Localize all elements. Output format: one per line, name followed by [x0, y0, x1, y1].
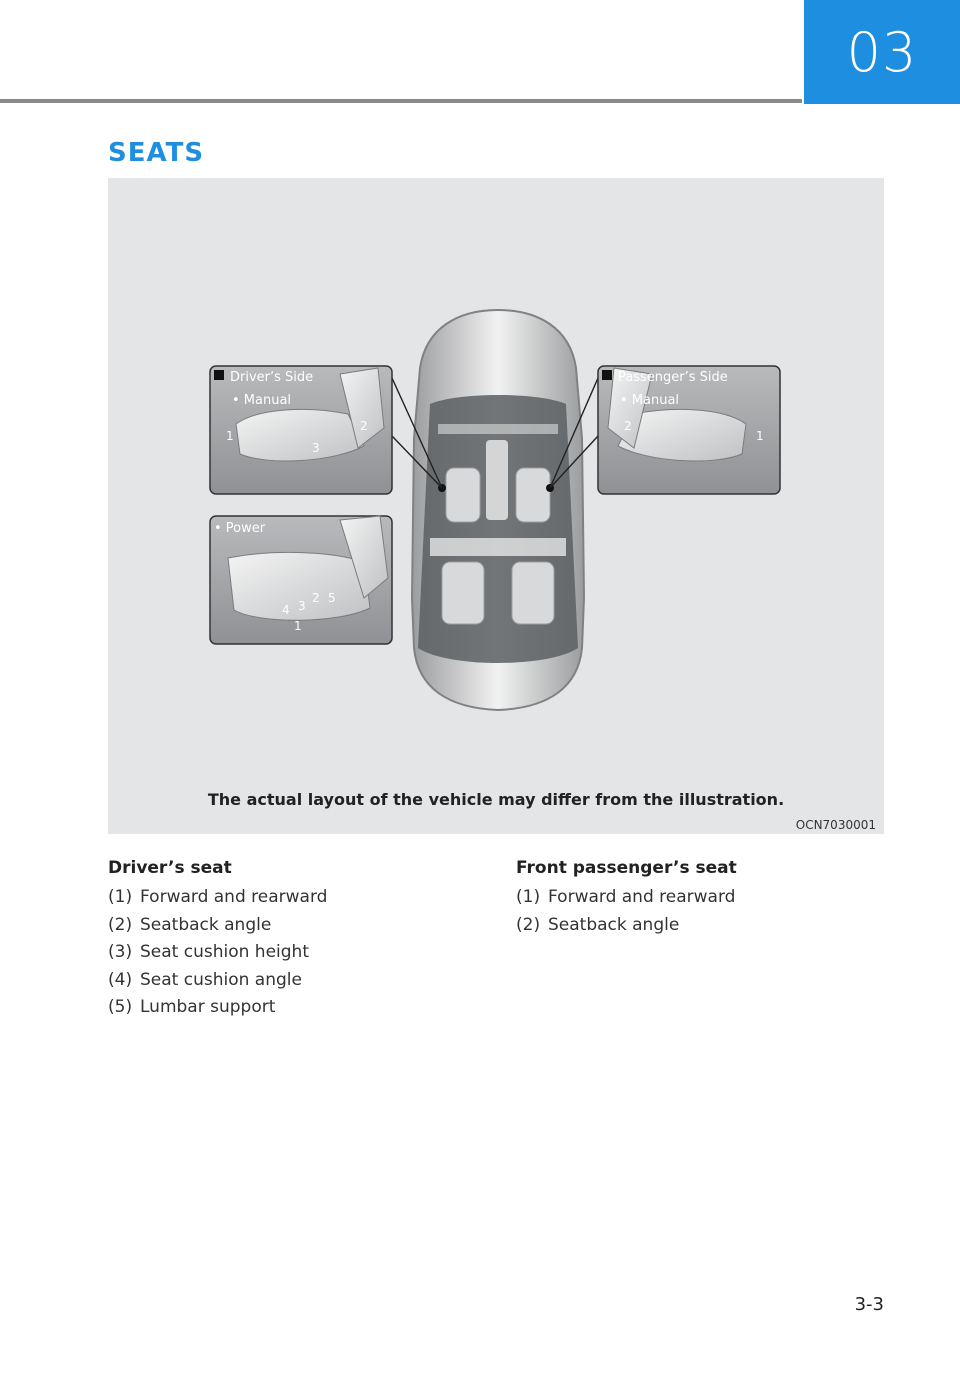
list-item: (4) Seat cushion angle	[108, 969, 302, 990]
section-title: SEATS	[108, 138, 205, 168]
passenger-seat-heading: Front passenger’s seat	[516, 858, 737, 878]
chapter-tab	[804, 0, 960, 104]
list-item: (3) Seat cushion height	[108, 942, 309, 962]
driver-manual-label: • Manual	[232, 393, 292, 408]
callout-label: 2	[624, 419, 632, 433]
page-number: 3-3	[854, 1294, 884, 1315]
callout-label: 2	[312, 591, 320, 605]
list-item: (2) Seatback angle	[108, 914, 272, 935]
vehicle-seat-diagram	[108, 178, 884, 834]
header-rule	[0, 99, 802, 103]
callout-label: 1	[756, 429, 764, 443]
driver-power-inset	[210, 516, 392, 644]
callout-label: 1	[294, 619, 302, 633]
list-item: (1) Forward and rearward	[108, 887, 328, 907]
callout-label: 3	[312, 441, 320, 455]
callout-label: 1	[226, 429, 234, 443]
driver-seat-heading: Driver’s seat	[108, 858, 232, 878]
driver-side-label: Driver’s Side	[230, 370, 314, 385]
list-item: (1) Forward and rearward	[516, 887, 736, 907]
figure-disclaimer: The actual layout of the vehicle may differ from the illustration.	[207, 790, 785, 809]
power-label: • Power	[214, 521, 266, 536]
passenger-side-label: Passenger’s Side	[618, 370, 728, 385]
car-top-view	[392, 310, 598, 710]
seat-illustration	[108, 178, 884, 834]
callout-label: 2	[360, 419, 368, 433]
callout-label: 3	[298, 599, 306, 613]
list-item: (2) Seatback angle	[516, 914, 680, 935]
chapter-number: 03	[846, 20, 918, 84]
passenger-seat-list	[516, 858, 846, 939]
callout-label: 5	[328, 591, 336, 605]
figure-code: OCN7030001	[795, 818, 876, 832]
list-item: (5) Lumbar support	[108, 997, 276, 1017]
passenger-manual-label: • Manual	[620, 393, 680, 408]
passenger-manual-inset	[598, 366, 780, 494]
driver-seat-list	[108, 858, 438, 1022]
callout-label: 4	[282, 603, 290, 617]
driver-manual-inset	[210, 366, 392, 494]
